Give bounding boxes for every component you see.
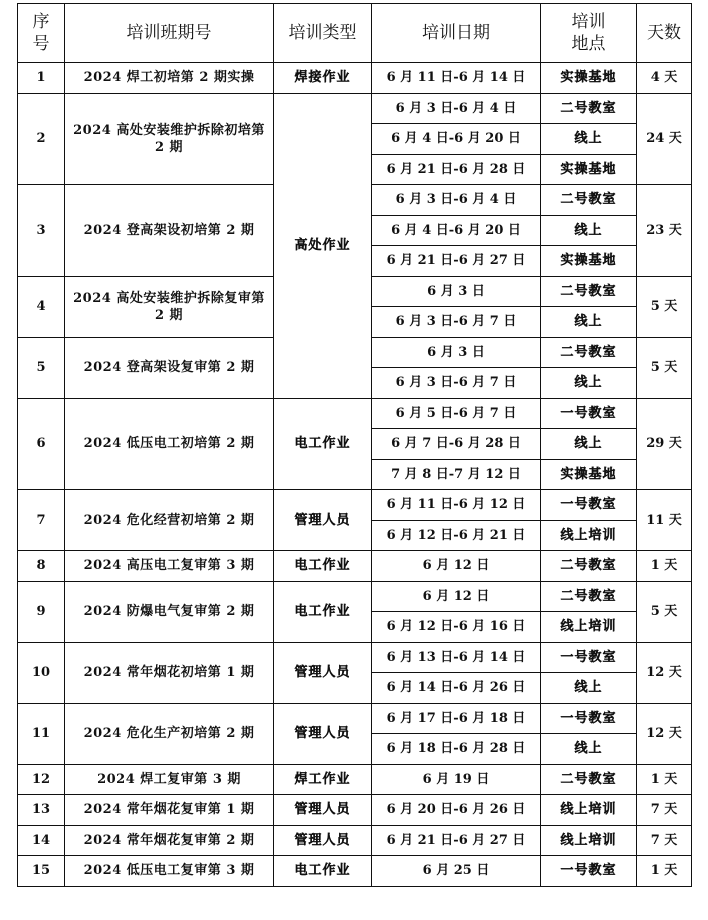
place-cell: 二号教室 (541, 581, 637, 612)
date-cell: 6 月 21 日-6 月 27 日 (372, 825, 541, 856)
training-type-cell: 焊工作业 (274, 764, 372, 795)
training-type-cell: 管理人员 (274, 642, 372, 703)
place-cell: 一号教室 (541, 398, 637, 429)
days-cell: 24 天 (637, 93, 692, 185)
date-cell: 6 月 20 日-6 月 26 日 (372, 795, 541, 826)
days-cell: 1 天 (637, 764, 692, 795)
header-place: 培训地点 (541, 4, 637, 63)
place-cell: 一号教室 (541, 703, 637, 734)
table-row (18, 490, 692, 521)
days-cell: 7 天 (637, 795, 692, 826)
training-type-cell: 焊接作业 (274, 63, 372, 94)
date-cell: 6 月 3 日-6 月 4 日 (372, 93, 541, 124)
date-cell: 6 月 12 日-6 月 16 日 (372, 612, 541, 643)
class-name-cell: 2024 登高架设初培第 2 期 (65, 185, 274, 277)
place-cell: 实操基地 (541, 459, 637, 490)
seq-cell: 2 (18, 93, 65, 185)
seq-cell: 14 (18, 825, 65, 856)
date-cell: 6 月 17 日-6 月 18 日 (372, 703, 541, 734)
training-type-cell: 电工作业 (274, 581, 372, 642)
place-cell: 一号教室 (541, 490, 637, 521)
date-cell: 6 月 3 日 (372, 337, 541, 368)
date-cell: 6 月 25 日 (372, 856, 541, 887)
place-cell: 二号教室 (541, 276, 637, 307)
table-row (18, 825, 692, 856)
training-type-cell: 管理人员 (274, 703, 372, 764)
seq-cell: 13 (18, 795, 65, 826)
place-cell: 线上 (541, 307, 637, 338)
seq-cell: 3 (18, 185, 65, 277)
date-cell: 6 月 3 日-6 月 7 日 (372, 307, 541, 338)
date-cell: 7 月 8 日-7 月 12 日 (372, 459, 541, 490)
class-name-cell: 2024 登高架设复审第 2 期 (65, 337, 274, 398)
class-name-cell: 2024 低压电工初培第 2 期 (65, 398, 274, 490)
place-cell: 线上 (541, 673, 637, 704)
training-type-cell: 管理人员 (274, 490, 372, 551)
date-cell: 6 月 18 日-6 月 28 日 (372, 734, 541, 765)
table-row (18, 551, 692, 582)
class-name-cell: 2024 高处安装维护拆除复审第 2 期 (65, 276, 274, 337)
place-cell: 线上 (541, 429, 637, 460)
training-type-cell: 电工作业 (274, 551, 372, 582)
table-row (18, 764, 692, 795)
table-row (18, 703, 692, 734)
place-cell: 线上培训 (541, 825, 637, 856)
place-cell: 一号教室 (541, 642, 637, 673)
date-cell: 6 月 21 日-6 月 28 日 (372, 154, 541, 185)
table-row (18, 398, 692, 429)
place-cell: 线上培训 (541, 612, 637, 643)
date-cell: 6 月 12 日-6 月 21 日 (372, 520, 541, 551)
date-cell: 6 月 12 日 (372, 581, 541, 612)
seq-cell: 5 (18, 337, 65, 398)
days-cell: 5 天 (637, 337, 692, 398)
date-cell: 6 月 19 日 (372, 764, 541, 795)
date-cell: 6 月 4 日-6 月 20 日 (372, 124, 541, 155)
table-row (18, 93, 692, 124)
seq-cell: 12 (18, 764, 65, 795)
table-row (18, 581, 692, 612)
table-row (18, 795, 692, 826)
place-cell: 二号教室 (541, 337, 637, 368)
header-seq: 序号 (18, 4, 65, 63)
training-type-cell: 管理人员 (274, 825, 372, 856)
header-days: 天数 (637, 4, 692, 63)
date-cell: 6 月 11 日-6 月 14 日 (372, 63, 541, 94)
days-cell: 5 天 (637, 276, 692, 337)
seq-cell: 6 (18, 398, 65, 490)
class-name-cell: 2024 低压电工复审第 3 期 (65, 856, 274, 887)
days-cell: 4 天 (637, 63, 692, 94)
class-name-cell: 2024 高压电工复审第 3 期 (65, 551, 274, 582)
days-cell: 1 天 (637, 551, 692, 582)
place-cell: 实操基地 (541, 63, 637, 94)
date-cell: 6 月 13 日-6 月 14 日 (372, 642, 541, 673)
days-cell: 11 天 (637, 490, 692, 551)
training-type-cell: 高处作业 (274, 93, 372, 398)
training-type-cell: 管理人员 (274, 795, 372, 826)
days-cell: 12 天 (637, 703, 692, 764)
days-cell: 23 天 (637, 185, 692, 277)
seq-cell: 1 (18, 63, 65, 94)
date-cell: 6 月 11 日-6 月 12 日 (372, 490, 541, 521)
place-cell: 二号教室 (541, 185, 637, 216)
table-row (18, 63, 692, 94)
training-type-cell: 电工作业 (274, 856, 372, 887)
header-type: 培训类型 (274, 4, 372, 63)
seq-cell: 11 (18, 703, 65, 764)
place-cell: 线上培训 (541, 520, 637, 551)
date-cell: 6 月 14 日-6 月 26 日 (372, 673, 541, 704)
place-cell: 线上 (541, 368, 637, 399)
date-cell: 6 月 3 日-6 月 7 日 (372, 368, 541, 399)
seq-cell: 7 (18, 490, 65, 551)
seq-cell: 8 (18, 551, 65, 582)
place-cell: 线上 (541, 734, 637, 765)
class-name-cell: 2024 常年烟花初培第 1 期 (65, 642, 274, 703)
class-name-cell: 2024 焊工复审第 3 期 (65, 764, 274, 795)
place-cell: 实操基地 (541, 246, 637, 277)
seq-cell: 15 (18, 856, 65, 887)
date-cell: 6 月 5 日-6 月 7 日 (372, 398, 541, 429)
date-cell: 6 月 7 日-6 月 28 日 (372, 429, 541, 460)
class-name-cell: 2024 高处安装维护拆除初培第 2 期 (65, 93, 274, 185)
date-cell: 6 月 21 日-6 月 27 日 (372, 246, 541, 277)
table-row (18, 642, 692, 673)
date-cell: 6 月 3 日 (372, 276, 541, 307)
table-row (18, 856, 692, 887)
class-name-cell: 2024 常年烟花复审第 1 期 (65, 795, 274, 826)
header-row (18, 4, 692, 63)
seq-cell: 4 (18, 276, 65, 337)
seq-cell: 9 (18, 581, 65, 642)
date-cell: 6 月 12 日 (372, 551, 541, 582)
class-name-cell: 2024 防爆电气复审第 2 期 (65, 581, 274, 642)
days-cell: 12 天 (637, 642, 692, 703)
date-cell: 6 月 3 日-6 月 4 日 (372, 185, 541, 216)
training-schedule-table (17, 3, 692, 887)
date-cell: 6 月 4 日-6 月 20 日 (372, 215, 541, 246)
place-cell: 一号教室 (541, 856, 637, 887)
table-body (18, 63, 692, 887)
days-cell: 29 天 (637, 398, 692, 490)
place-cell: 线上培训 (541, 795, 637, 826)
class-name-cell: 2024 焊工初培第 2 期实操 (65, 63, 274, 94)
place-cell: 实操基地 (541, 154, 637, 185)
place-cell: 线上 (541, 215, 637, 246)
class-name-cell: 2024 危化生产初培第 2 期 (65, 703, 274, 764)
days-cell: 7 天 (637, 825, 692, 856)
days-cell: 5 天 (637, 581, 692, 642)
seq-cell: 10 (18, 642, 65, 703)
header-name: 培训班期号 (65, 4, 274, 63)
days-cell: 1 天 (637, 856, 692, 887)
header-date: 培训日期 (372, 4, 541, 63)
place-cell: 二号教室 (541, 764, 637, 795)
training-type-cell: 电工作业 (274, 398, 372, 490)
class-name-cell: 2024 危化经营初培第 2 期 (65, 490, 274, 551)
class-name-cell: 2024 常年烟花复审第 2 期 (65, 825, 274, 856)
place-cell: 二号教室 (541, 551, 637, 582)
place-cell: 线上 (541, 124, 637, 155)
place-cell: 二号教室 (541, 93, 637, 124)
